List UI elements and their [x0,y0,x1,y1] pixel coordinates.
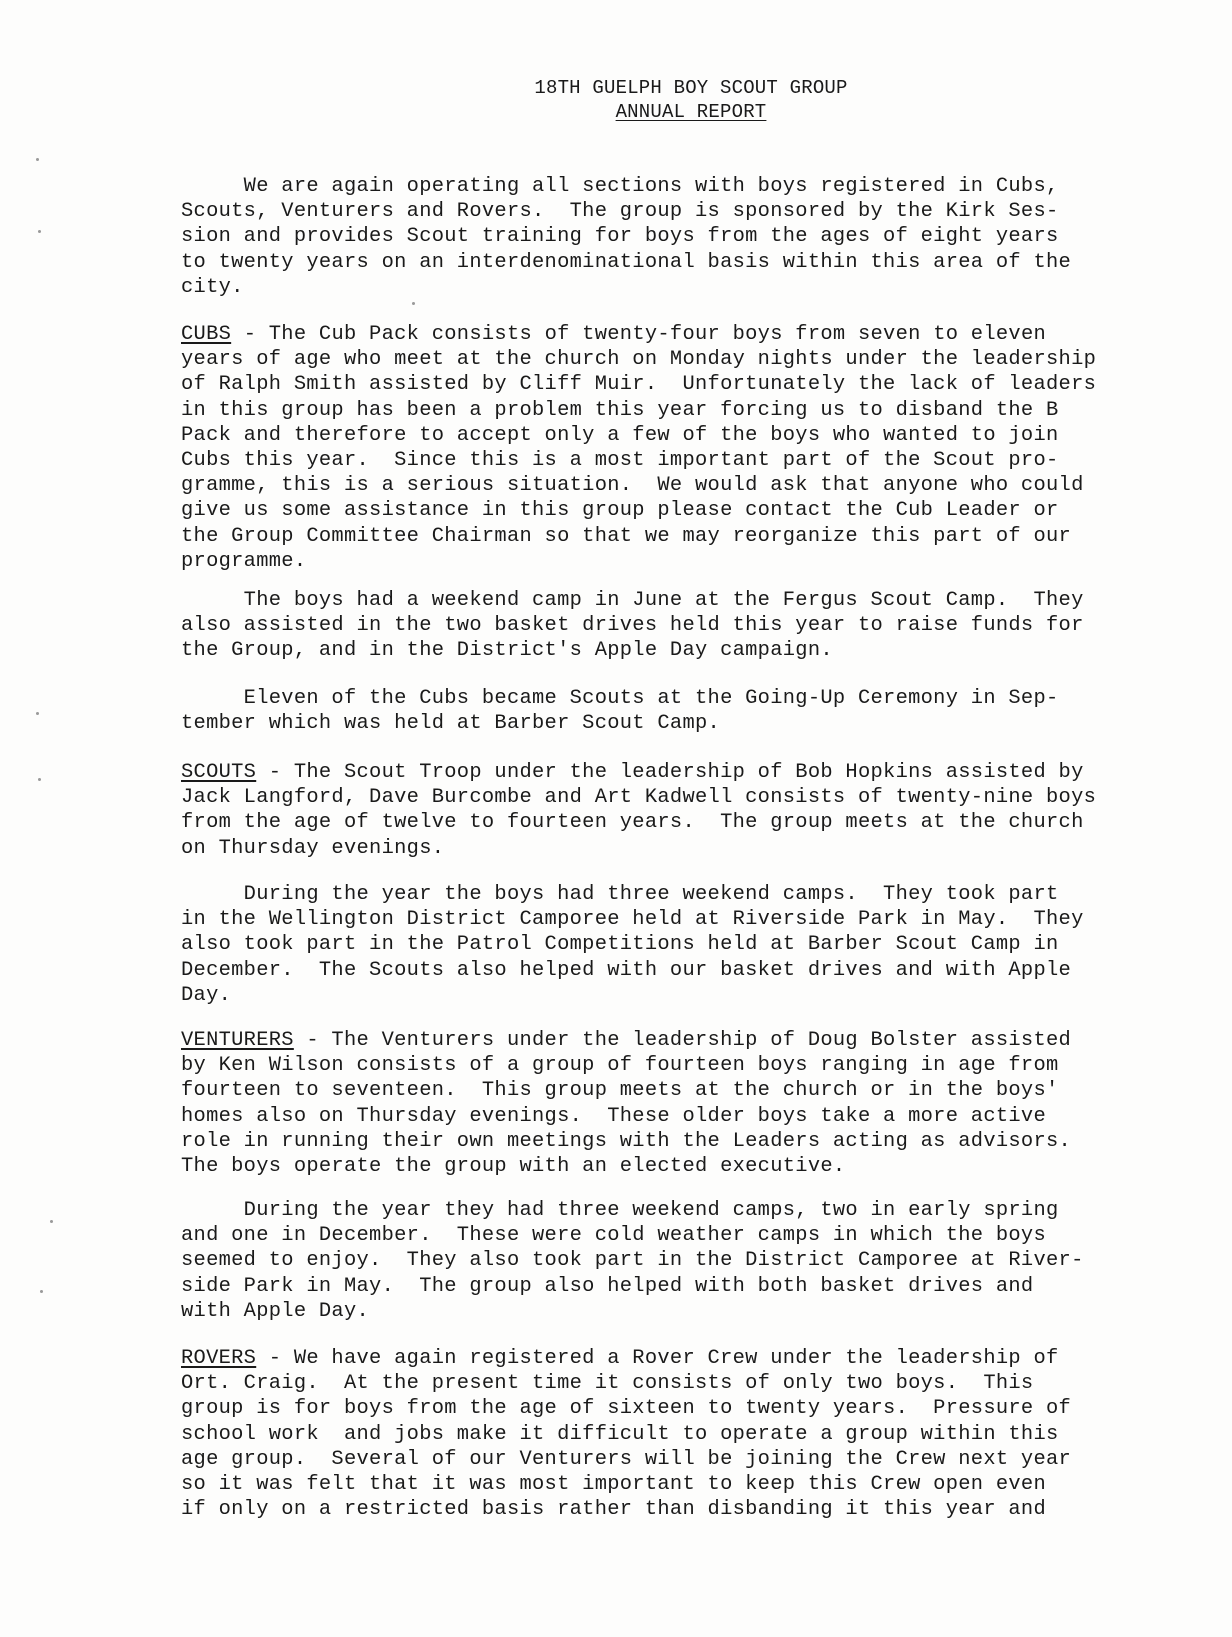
scouts-text: - The Scout Troop under the leadership of Bob Hopkins assisted by Jack Langford, Dave Burcombe and Art Kadwell consists of twenty-nine boys from the age of twelve to fourteen years. The group meets at the church on Thursday evenings. [181,761,1097,860]
venturers-camps-paragraph: During the year they had three weekend camps, two in early spring and one in December. These were cold weather camps in which the boys seemed to enjoy. They also took part in the District Camporee at River- side Park in May. The group also helped with both basket drives and with Apple Day. [181,1199,1084,1323]
report-subtitle: ANNUAL REPORT [615,101,767,123]
rovers-text: - We have again registered a Rover Crew under the leadership of Ort. Craig. At the present time it consists of only two boys. This group is for boys from the age of sixteen to twenty years. Pressure of school work and jobs make it difficult to operate a group within this age group. Several of our Venturers will be joining the Crew next year so it was felt that it was most important to keep this Crew open even if only on a restricted basis rather than disbanding it this year and [181,1347,1072,1522]
scouts-camps-paragraph: During the year the boys had three weekend camps. They took part in the Wellington District Camporee held at Riverside Park in May. They also took part in the Patrol Competitions held at Barber Scout Camp in December. The Scouts also helped with our basket drives and with Apple Day. [181,883,1084,1007]
cubs-camp-paragraph: The boys had a weekend camp in June at the Fergus Scout Camp. They also assisted in the two basket drives held this year to raise funds for the Group, and in the District's Apple Day campaign. [181,589,1084,663]
venturers-label: VENTURERS [181,1029,294,1052]
venturers-text: - The Venturers under the leadership of Doug Bolster assisted by Ken Wilson consists of a group of fourteen boys ranging in age from fourteen to seventeen. This group meets at the church or in the boys' homes also on Thursday evenings. These older boys take a more active role in running their own meetings with the Leaders acting as advisors. The boys operate the group with an elected executive. [181,1029,1072,1179]
cubs-going-up-paragraph: Eleven of the Cubs became Scouts at the Going-Up Ceremony in Sep- tember which was held at Barber Scout Camp. [181,687,1059,736]
cubs-paragraph [181,322,1097,574]
cubs-text: - The Cub Pack consists of twenty-four boys from seven to eleven years of age who meet at the church on Monday nights under the leadership of Ralph Smith assisted by Cliff Muir. Unfortunately the lack of leaders in this group has been a problem this year forcing us to disband the B Pack and therefore to accept only a few of the boys who wanted to join Cubs this year. Since this is a most important part of the Scout pro- gramme, this is a serious situation. We would ask that anyone who could give us some assistance in this group please contact the Cub Leader or the Group Committee Chairman so that we may reorganize this part of our programme. [181,323,1097,573]
scouts-label: SCOUTS [181,761,257,784]
rovers-label: ROVERS [181,1347,257,1370]
scouts-paragraph [181,760,1097,861]
venturers-paragraph [181,1028,1081,1179]
report-title: 18TH GUELPH BOY SCOUT GROUP [534,77,848,99]
report-heading [0,76,1232,124]
cubs-label: CUBS [181,323,232,346]
intro-paragraph: We are again operating all sections with boys registered in Cubs, Scouts, Venturers and Rovers. The group is sponsored by the Kirk Ses- sion and provides Scout training for boys from the ages of eight years to twenty years on an interdenominational basis within this area of the city. [181,175,1072,299]
rovers-paragraph [181,1346,1081,1522]
